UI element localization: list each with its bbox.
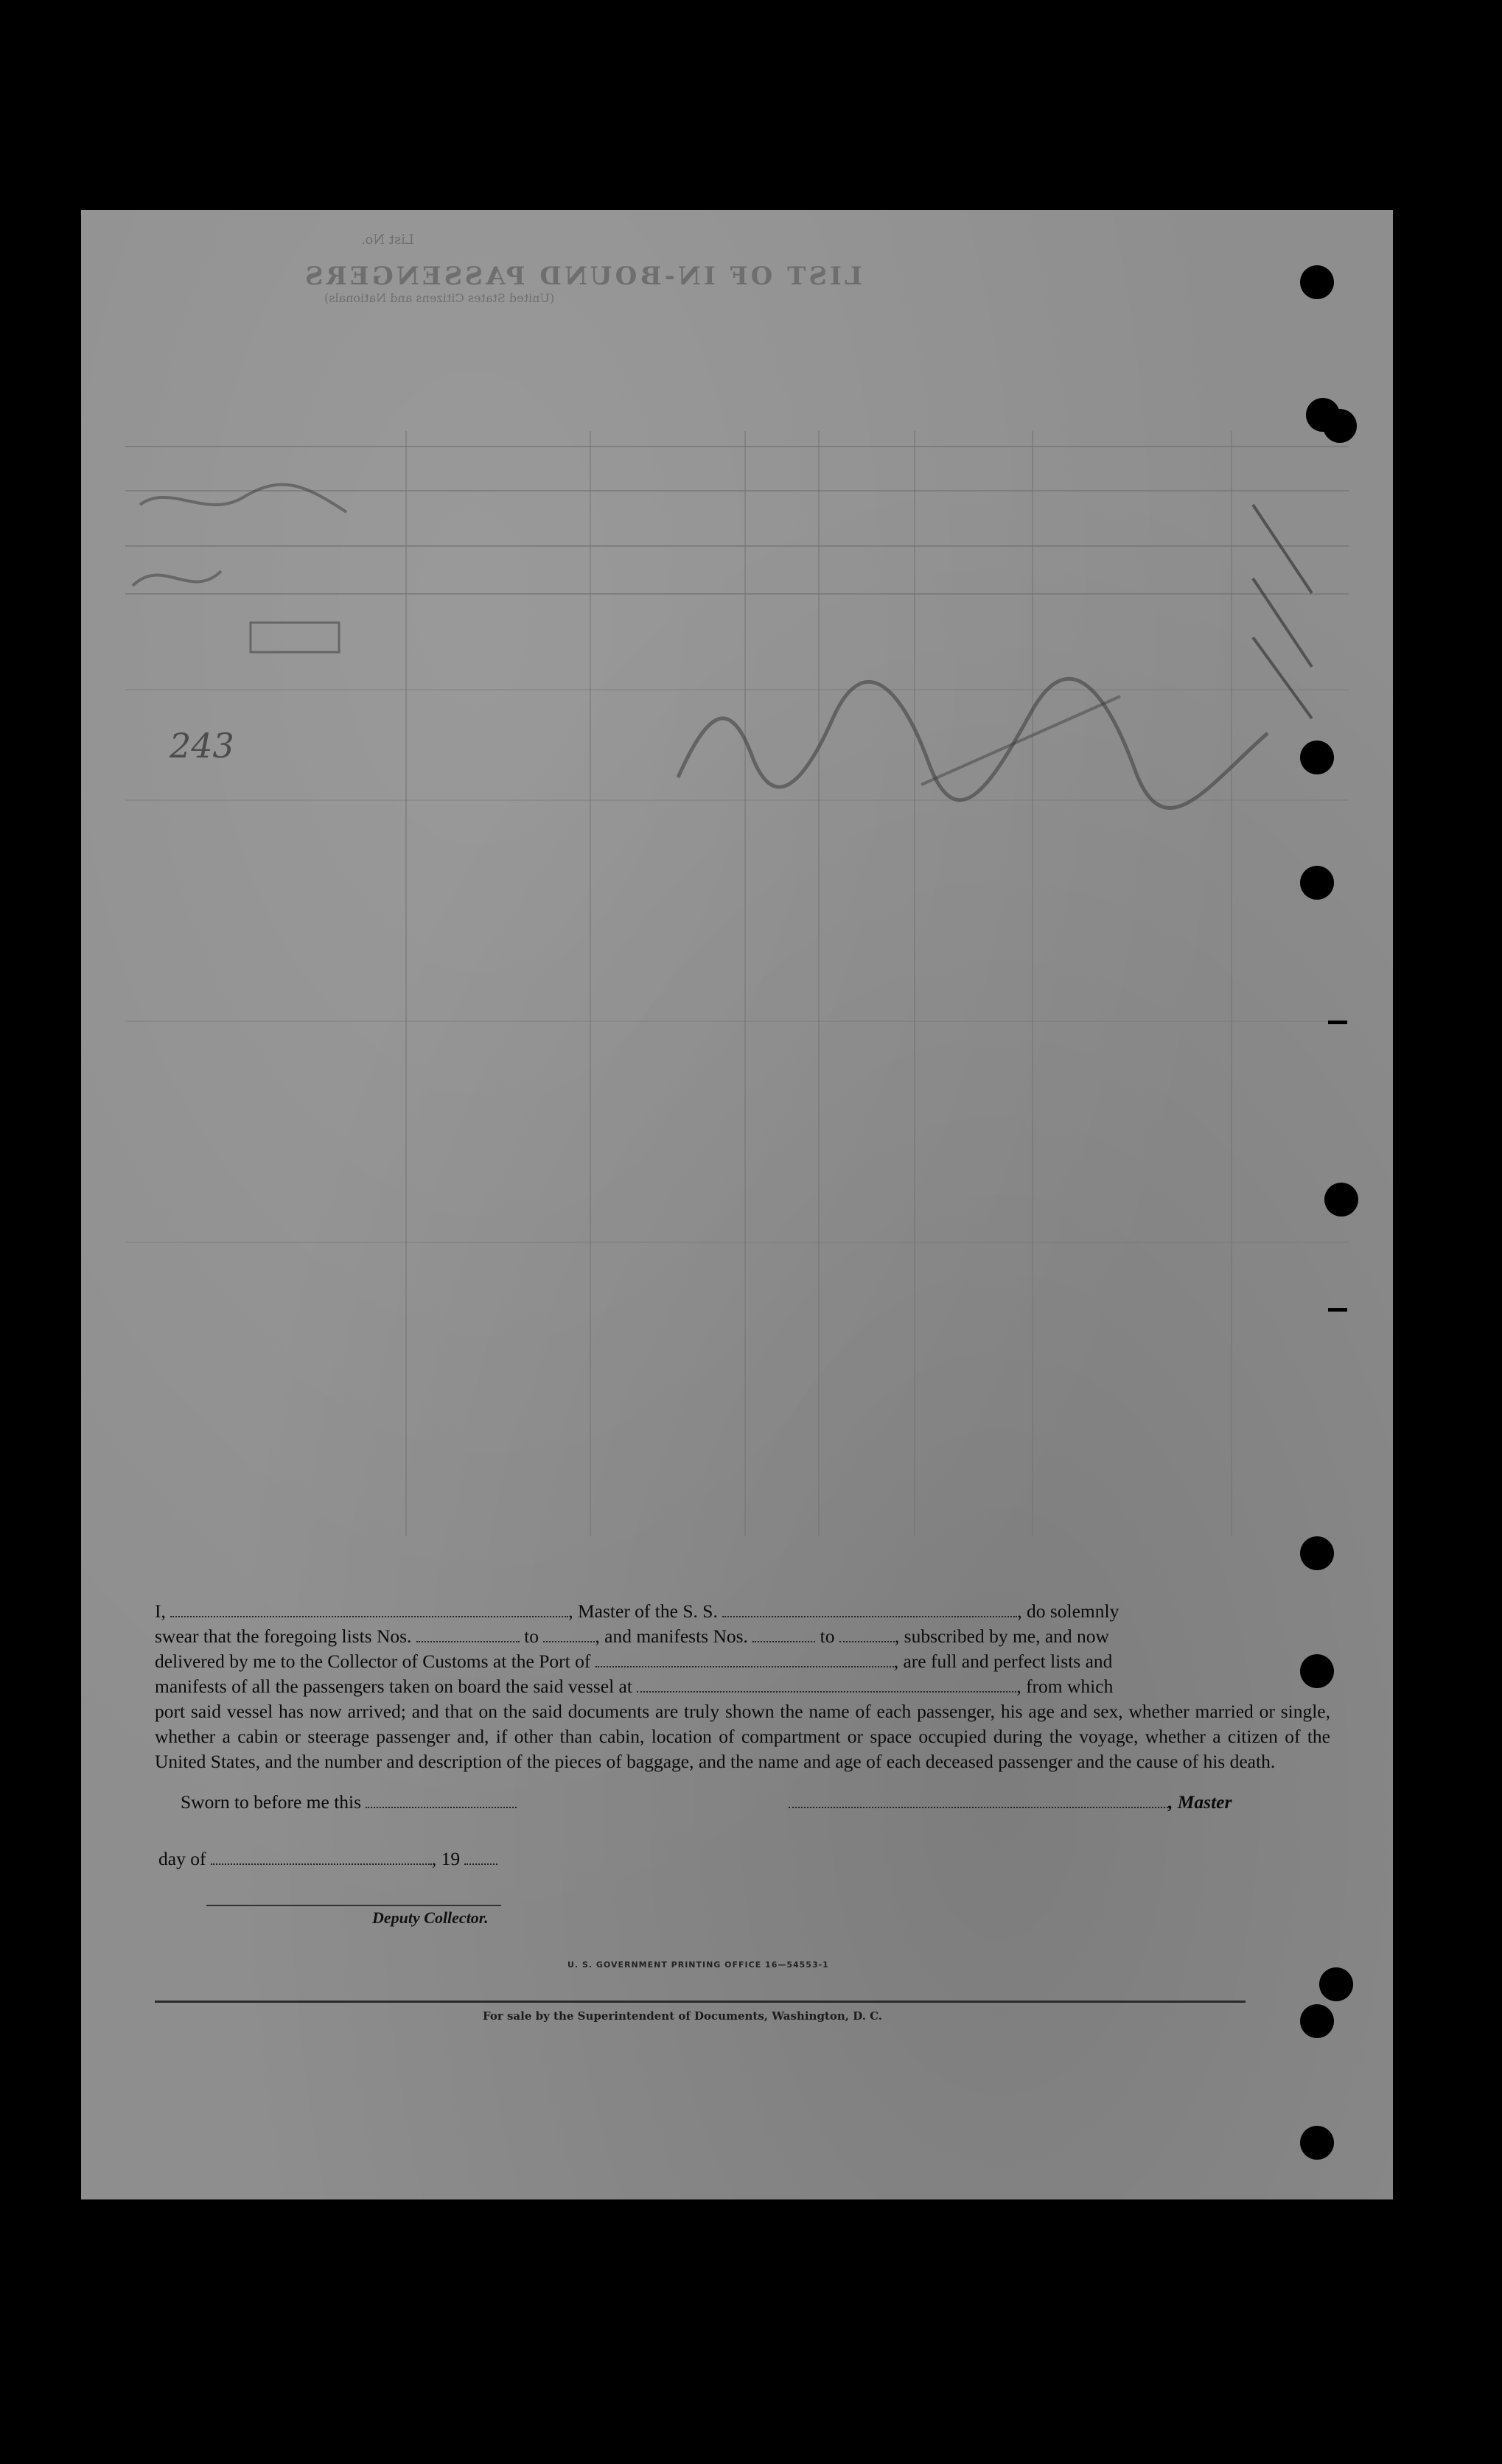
bleed-form-title: LIST OF IN-BOUND PASSENGERS [302, 262, 862, 291]
sale-notice: For sale by the Superintendent of Documents, Washington, D. C. [483, 2009, 883, 2023]
oath-line-4 [155, 1674, 1330, 1699]
day-of-label: day of [158, 1848, 206, 1869]
oath-line-1 [155, 1599, 1330, 1624]
master-label: , Master [1168, 1791, 1232, 1813]
binder-hole [1300, 741, 1334, 774]
oath-full-lists: , are full and perfect lists and [893, 1651, 1113, 1672]
document-sheet [81, 210, 1393, 2199]
bleed-column-rule [405, 431, 407, 1536]
oath-i: I, [155, 1600, 166, 1622]
bleed-column-rule [818, 431, 820, 1536]
handwritten-number: 243 [170, 726, 234, 766]
list-from-blank [416, 1625, 520, 1642]
sworn-row [181, 1791, 517, 1813]
oath-from-which: , from which [1016, 1676, 1114, 1697]
oath-master-of: , Master of the S. S. [568, 1600, 718, 1622]
year-label: , 19 [431, 1848, 461, 1869]
binder-hole [1300, 2126, 1334, 2160]
oath-line-3 [155, 1649, 1330, 1674]
bleed-column-rule [914, 431, 915, 1536]
bleed-column-rule [1032, 431, 1033, 1536]
oath-body: port said vessel has now arrived; and that on the said documents are truly shown the name of each passenger, his age and sex, whether married or single, whether a cabin or steerage passenger and, if other than cabin, location of compartment or space occupied during the voyage, whether a citizen of the United States, and the number and description of the pieces of baggage, and the name and age of each deceased passenger and the cause of his death. [155, 1701, 1330, 1772]
edge-notch [1328, 1308, 1347, 1312]
binder-hole [1300, 1654, 1334, 1688]
port-blank [595, 1650, 894, 1667]
master-signature-blank [789, 1791, 1168, 1808]
oath-to-2: to [820, 1625, 835, 1647]
oath-paragraph [155, 1599, 1330, 1774]
manifest-to-blank [839, 1625, 895, 1642]
deputy-collector-label: Deputy Collector. [372, 1908, 489, 1927]
binder-hole [1300, 866, 1334, 900]
bleed-list-no: List No. [361, 232, 414, 248]
oath-delivered: delivered by me to the Collector of Customs at the Port of [155, 1651, 591, 1672]
printing-office-imprint: U. S. GOVERNMENT PRINTING OFFICE 16—54553-1 [567, 1960, 829, 1970]
oath-manifests: , and manifests Nos. [595, 1625, 748, 1647]
year-blank [464, 1847, 497, 1865]
list-to-blank [543, 1625, 595, 1642]
binder-hole [1300, 2004, 1334, 2038]
day-of-row [158, 1847, 497, 1870]
bleed-column-rule [1231, 431, 1232, 1536]
vessel-name-blank [722, 1600, 1017, 1617]
bleed-rule [125, 1021, 1349, 1022]
binder-hole [1300, 1536, 1334, 1570]
oath-swear: swear that the foregoing lists Nos. [155, 1625, 412, 1647]
sworn-day-blank [366, 1791, 517, 1808]
master-signature-row [789, 1791, 1232, 1813]
oath-solemnly: , do solemnly [1017, 1600, 1119, 1622]
oath-manifests-all: manifests of all the passengers taken on board the said vessel at [155, 1676, 632, 1697]
embark-port-blank [637, 1675, 1016, 1693]
deputy-signature-line [206, 1905, 501, 1906]
binder-hole [1324, 1183, 1358, 1217]
bleed-rule [125, 446, 1349, 447]
handwritten-marks [125, 475, 376, 667]
edge-notch [1328, 1021, 1347, 1024]
manifest-from-blank [752, 1625, 815, 1642]
bleed-rule [125, 1242, 1349, 1243]
oath-subscribed: , subscribed by me, and now [894, 1625, 1109, 1647]
master-name-blank [170, 1600, 568, 1617]
oath-to-1: to [524, 1625, 539, 1647]
handwritten-signature-scrawl [663, 667, 1290, 814]
month-blank [211, 1847, 432, 1865]
bleed-column-rule [744, 431, 746, 1536]
binder-hole [1323, 409, 1357, 443]
binder-hole [1319, 1967, 1353, 2001]
sworn-to-label: Sworn to before me this [181, 1791, 362, 1813]
binder-hole [1300, 265, 1334, 299]
bleed-column-rule [590, 431, 591, 1536]
bleed-form-subtitle: (United States Citizens and Nationals) [324, 291, 555, 305]
footer-rule [155, 2001, 1246, 2003]
oath-line-2 [155, 1624, 1330, 1649]
